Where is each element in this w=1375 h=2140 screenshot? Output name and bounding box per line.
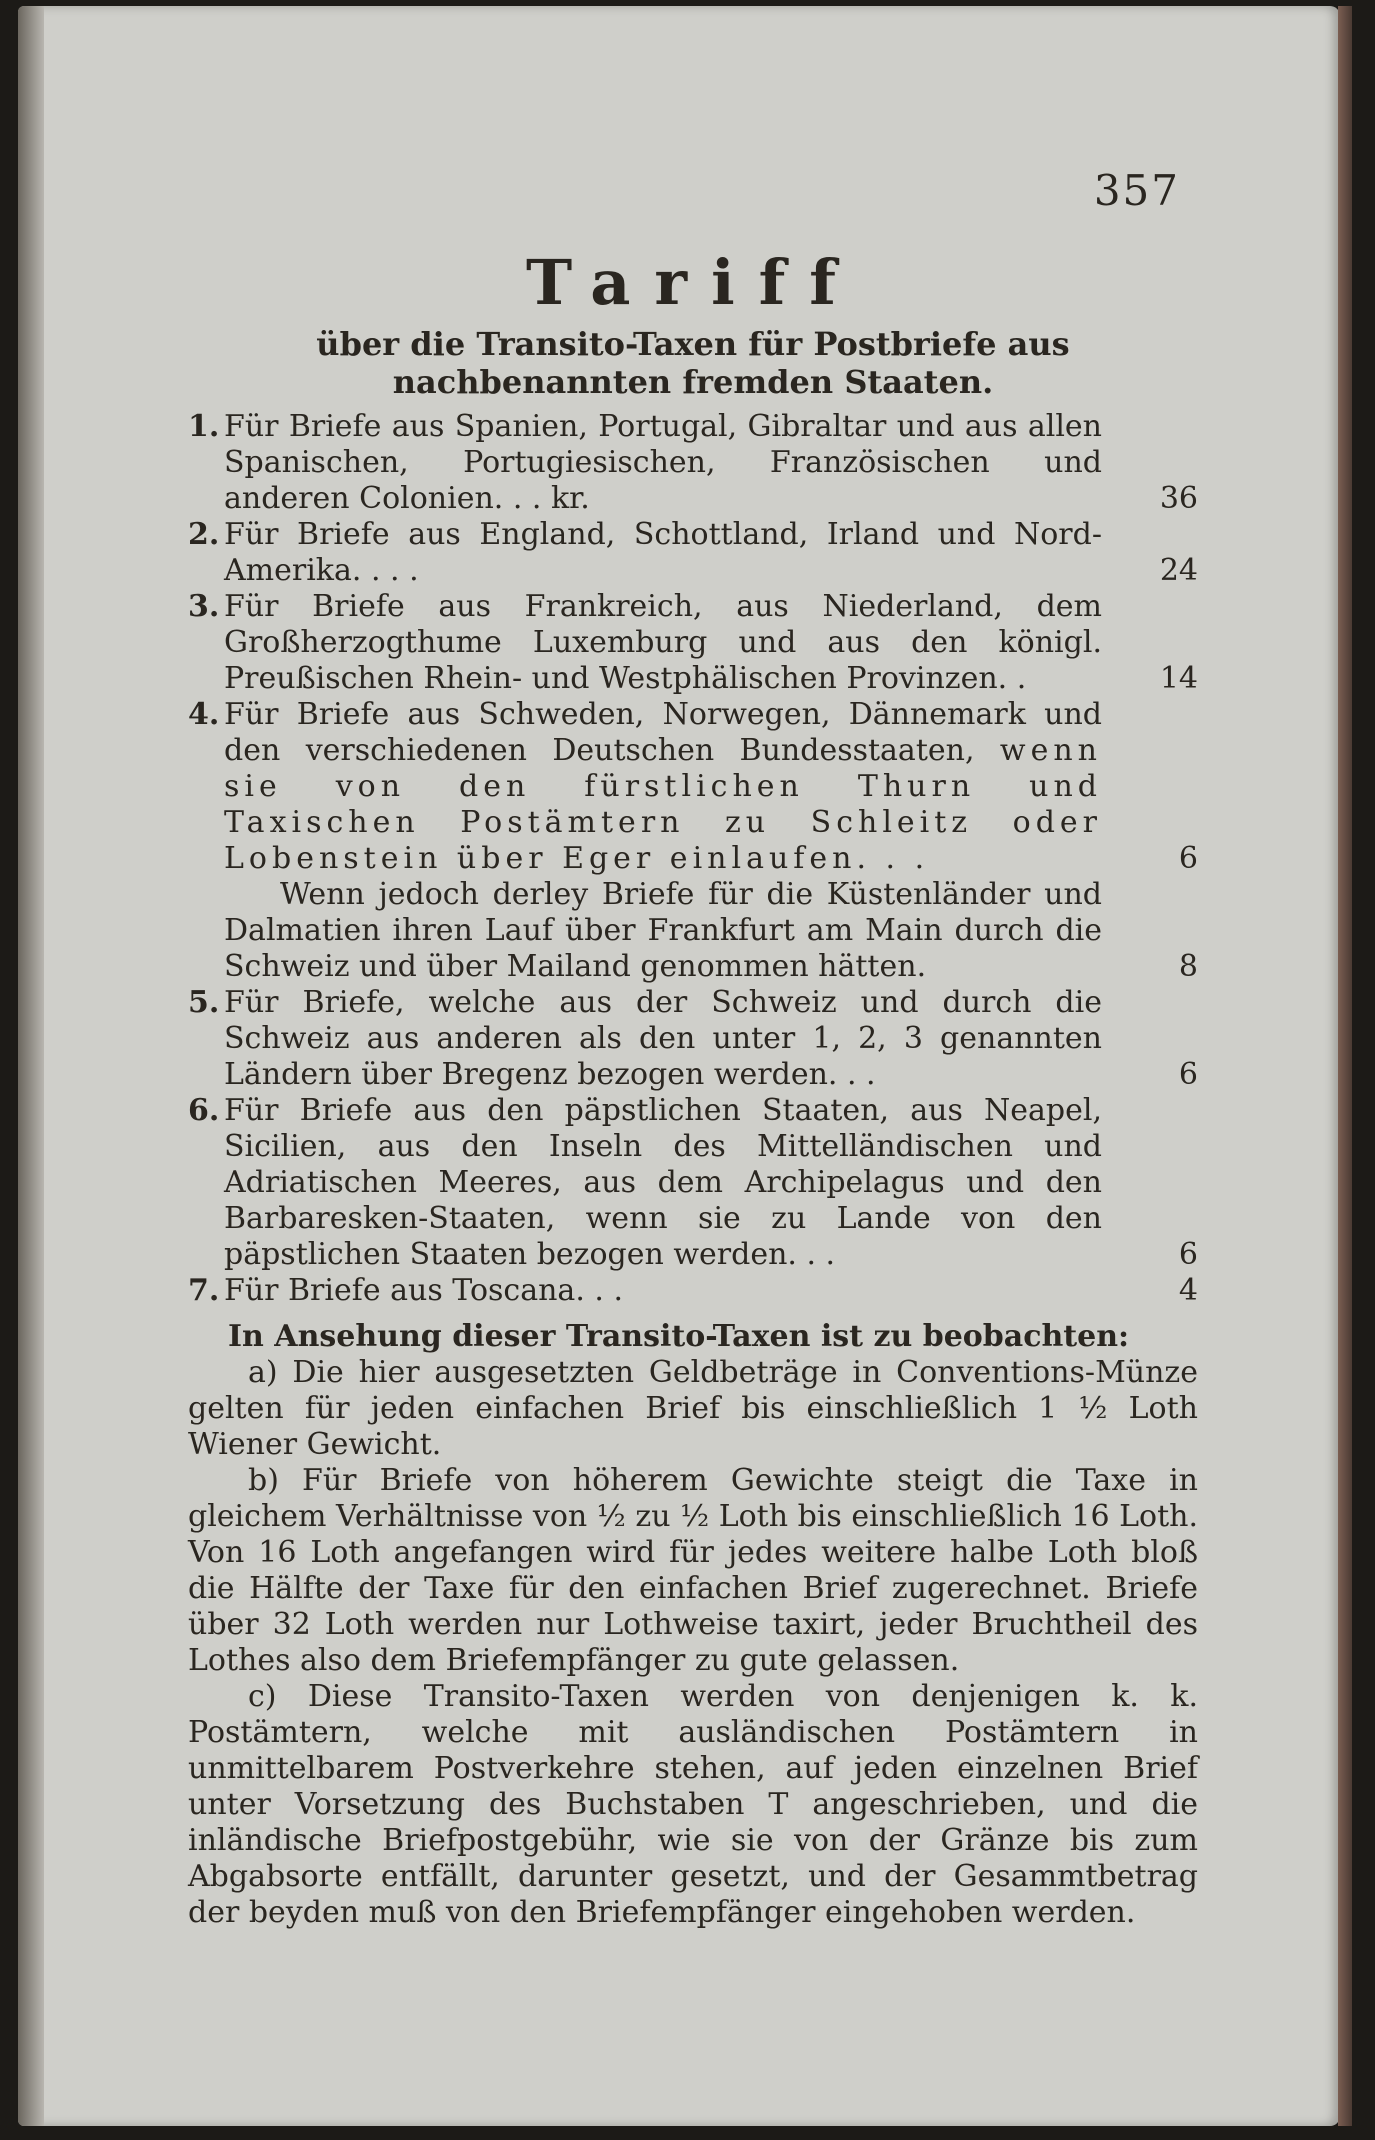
tariff-item-2 — [188, 517, 1198, 589]
item-rate: 14 — [1159, 661, 1198, 696]
subnote-rate: 8 — [1178, 949, 1198, 984]
tariff-item-4-subnote — [188, 877, 1198, 985]
item-rate: 6 — [1178, 841, 1198, 876]
item-number: 6. — [188, 1093, 220, 1128]
item-rate: 24 — [1159, 553, 1198, 588]
note-a: a) Die hier ausgesetzten Geldbeträge in Conventions-Münze gelten für jeden einfachen Brief bis einschließlich 1 ½ Loth Wiener Gewicht. — [188, 1355, 1198, 1462]
item-number: 2. — [188, 517, 220, 552]
subnote-text: Wenn jedoch derley Briefe für die Küstenländer und Dalmatien ihren Lauf über Frankfurt am Main durch die Schweiz und über Mailand genommen hätten. — [224, 877, 1102, 984]
page-subtitle: über die Transito-Taxen für Postbriefe aus nachbenannten fremden Staaten. — [316, 325, 1070, 401]
tariff-item-1 — [188, 409, 1198, 517]
tariff-item-5 — [188, 985, 1198, 1093]
note-b: b) Für Briefe von höherem Gewichte steigt die Taxe in gleichem Verhältnisse von ½ zu ½ Loth bis einschließlich 16 Loth. Von 16 Loth angefangen wird für jedes weitere halbe Loth bloß die Hälfte der Taxe für den einfachen Brief zugerechnet. Briefe über 32 Loth werden nur Lothweise taxirt, jeder Bruchtheil des Lothes also dem Briefempfänger zu gute gelassen. — [188, 1463, 1198, 1678]
item-number: 7. — [188, 1273, 220, 1308]
item-text: Für Briefe aus Toscana. . . — [224, 1273, 623, 1308]
item-text-block — [224, 697, 1102, 877]
tariff-item-7 — [188, 1273, 1198, 1309]
page-gutter — [18, 6, 44, 2126]
item-rate: 6 — [1178, 1057, 1198, 1092]
page-title: Tariff — [526, 246, 860, 319]
item-number: 1. — [188, 409, 220, 444]
page-number: 357 — [1093, 166, 1180, 215]
item-text: Für Briefe aus den päpstlichen Staaten, aus Neapel, Sicilien, aus den Inseln des Mittelländischen und Adriatischen Meeres, aus dem Archipelagus und den Barbaresken-Staaten, wenn sie zu Lande von den päpstlichen Staaten bezogen werden. . . — [224, 1093, 1102, 1272]
item-rate: 4 — [1178, 1273, 1198, 1308]
item-text: Für Briefe aus Schweden, Norwegen, Dännemark und den verschiedenen Deutschen Bundesstaaten, — [224, 697, 1102, 768]
note-c: c) Diese Transito-Taxen werden von denjenigen k. k. Postämtern, welche mit ausländischen Postämtern in unmittelbarem Postverkehre stehen, auf jeden einzelnen Brief unter Vorsetzung des Buchstaben T angeschrieben, und die inländische Briefpostgebühr, wie sie von der Gränze bis zum Abgabsorte entfällt, darunter gesetzt, und der Gesammtbetrag der beyden muß von den Briefempfänger eingehoben werden. — [188, 1679, 1198, 1930]
item-text-spaced: wenn sie von den fürstlichen Thurn und Taxischen Postämtern zu Schleitz oder Lobenstein über Eger einlaufen. . . — [224, 733, 1102, 876]
item-text: Für Briefe aus Frankreich, aus Niederland, dem Großherzogthume Luxemburg und aus den königl. Preußischen Rhein- und Westphälischen Provinzen. . — [224, 589, 1102, 696]
item-text: Für Briefe aus Spanien, Portugal, Gibraltar und aus allen Spanischen, Portugiesischen, Französischen und anderen Colonien. . . kr. — [224, 409, 1102, 516]
item-rate: 6 — [1178, 1237, 1198, 1272]
tariff-item-4 — [188, 697, 1198, 877]
item-number: 3. — [188, 589, 220, 624]
page-edge — [1338, 6, 1352, 2126]
page-content — [188, 156, 1198, 1931]
book-page — [18, 6, 1340, 2126]
tariff-item-3 — [188, 589, 1198, 697]
notes-heading: In Ansehung dieser Transito-Taxen ist zu beobachten: — [228, 1319, 1130, 1354]
item-number: 5. — [188, 985, 220, 1020]
tariff-item-6 — [188, 1093, 1198, 1273]
item-text: Für Briefe, welche aus der Schweiz und durch die Schweiz aus anderen als den unter 1, 2, 3 genannten Ländern über Bregenz bezogen werden. . . — [224, 985, 1102, 1092]
item-number: 4. — [188, 697, 220, 732]
item-rate: 36 — [1159, 481, 1198, 516]
item-text: Für Briefe aus England, Schottland, Irland und Nord-Amerika. . . . — [224, 517, 1102, 588]
